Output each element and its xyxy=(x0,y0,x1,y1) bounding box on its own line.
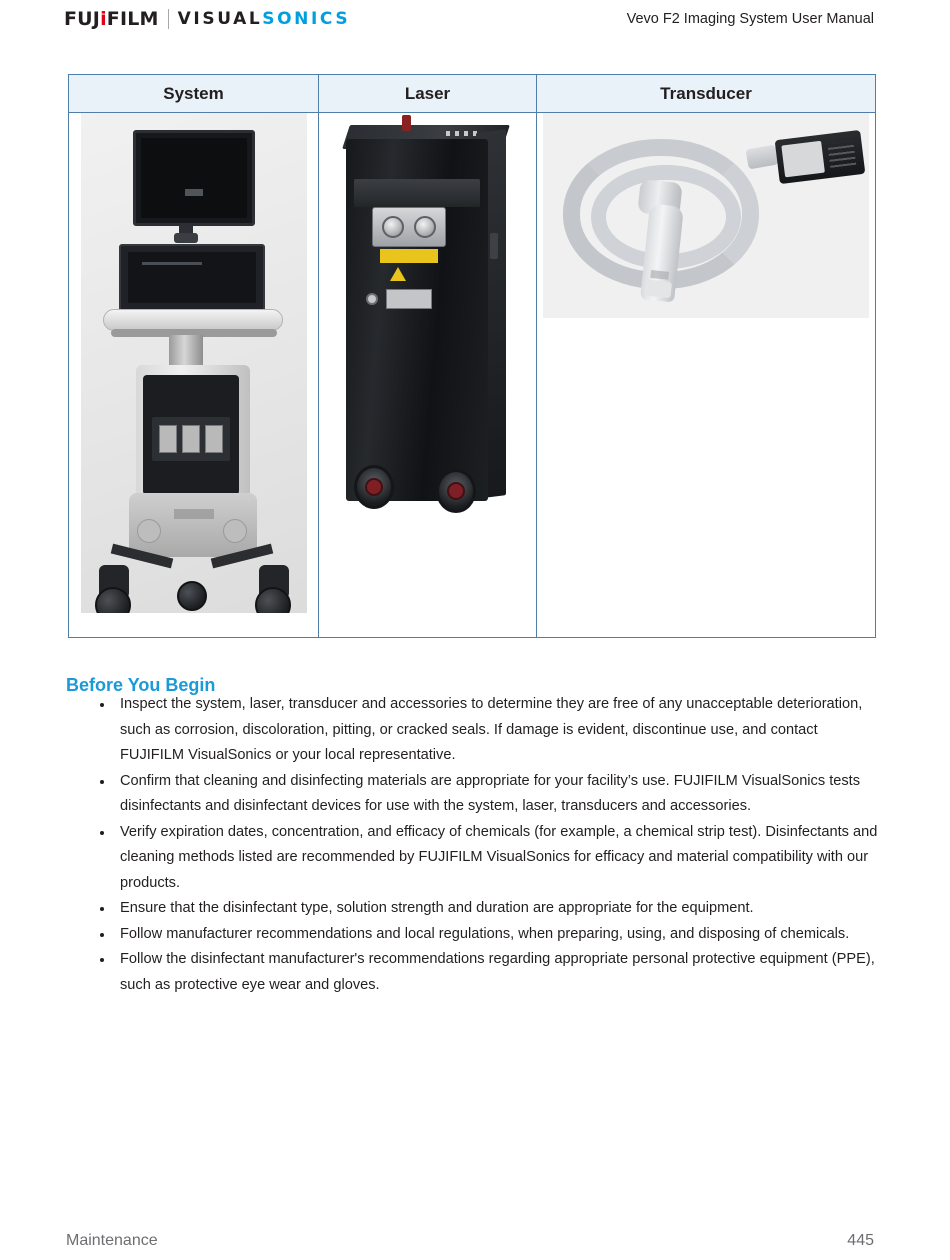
system-monitor xyxy=(133,130,255,226)
equipment-figure-table xyxy=(68,74,876,638)
system-front-panel xyxy=(143,375,239,495)
page-footer xyxy=(66,1232,874,1250)
list-item: Confirm that cleaning and disinfecting materials are appropriate for your facility’s use. FUJIFILM VisualSonics tests disinfectants and disinfectant devices for use with the system, laser, transducers and accessories. xyxy=(66,769,878,820)
list-item: Ensure that the disinfectant type, solution strength and duration are appropriate for the equipment. xyxy=(66,896,878,922)
manual-title: Vevo F2 Imaging System User Manual xyxy=(626,11,874,27)
laser-output-module xyxy=(372,207,446,247)
column-header-transducer: Transducer xyxy=(537,75,876,113)
list-item: Follow the disinfectant manufacturer's recommendations regarding appropriate personal protective equipment (PPE), such as protective eye wear and gloves. xyxy=(66,947,878,998)
footer-chapter-name: Maintenance xyxy=(66,1232,158,1249)
transducer-connector xyxy=(775,130,866,184)
system-wheel-left xyxy=(95,587,131,613)
transducer-connector-pins xyxy=(827,141,856,168)
laser-power-switch xyxy=(366,293,378,305)
system-wheel-center xyxy=(177,581,207,611)
laser-caster-hub-right xyxy=(447,482,465,500)
system-base-label xyxy=(174,509,214,519)
laser-caster-right xyxy=(436,469,476,513)
system-port-2 xyxy=(182,425,200,453)
system-wheel-right xyxy=(255,587,291,613)
transducer-photo xyxy=(543,113,869,318)
logo-divider xyxy=(168,9,169,29)
transducer-scanhead-label xyxy=(650,270,669,280)
system-base-knob-right xyxy=(223,519,247,543)
laser-unit-photo xyxy=(328,113,528,543)
system-port-1 xyxy=(159,425,177,453)
cell-laser-image xyxy=(319,113,537,638)
laser-fiber-port-left xyxy=(382,216,404,238)
table-image-row xyxy=(69,113,876,638)
system-cart-photo xyxy=(81,113,307,613)
table-header-row xyxy=(69,75,876,113)
list-item: Follow manufacturer recommendations and local regulations, when preparing, using, and disposing of chemicals. xyxy=(66,922,878,948)
system-base-knob-left xyxy=(137,519,161,543)
transducer-strain-relief xyxy=(745,145,778,170)
cell-transducer-image xyxy=(537,113,876,638)
footer-page-number: 445 xyxy=(847,1232,874,1249)
cell-system-image xyxy=(69,113,319,638)
laser-key-switch xyxy=(402,115,411,131)
list-item: Verify expiration dates, concentration, and efficacy of chemicals (for example, a chemical strip test). Disinfectants and cleaning methods listed are recommended by FUJIFILM VisualSonics for efficacy and material compatibility with our products. xyxy=(66,820,878,897)
system-monitor-screen xyxy=(141,138,247,218)
system-control-panel-screen xyxy=(128,252,256,303)
laser-caster-hub-left xyxy=(365,478,383,496)
laser-nameplate xyxy=(386,289,432,309)
laser-warning-label xyxy=(380,249,438,263)
list-item: Inspect the system, laser, transducer and accessories to determine they are free of any unacceptable deterioration, such as corrosion, discoloration, pitting, or cracked seals. If damage is evident, discontinue use, and contact FUJIFILM VisualSonics or your local representative. xyxy=(66,692,878,769)
section-heading-before-you-begin: Before You Begin xyxy=(66,674,216,695)
laser-hazard-triangle-icon xyxy=(390,267,406,281)
page-header xyxy=(0,0,950,44)
system-camera-bar xyxy=(174,233,198,243)
logo-sonics-text: SONICS xyxy=(262,9,351,29)
laser-caster-left xyxy=(354,465,394,509)
system-control-panel xyxy=(119,244,265,312)
laser-fiber-port-right xyxy=(414,216,436,238)
before-you-begin-bullet-list xyxy=(66,692,878,998)
fujifilm-visualsonics-logo xyxy=(64,8,350,30)
column-header-system: System xyxy=(69,75,319,113)
logo-visual-text: VISUAL xyxy=(177,9,263,29)
laser-vent xyxy=(490,233,498,259)
column-header-laser: Laser xyxy=(319,75,537,113)
system-port-3 xyxy=(205,425,223,453)
logo-fujifilm-text: FUJiFILM xyxy=(64,8,159,30)
laser-upper-panel xyxy=(354,179,480,207)
transducer-connector-face xyxy=(781,141,825,178)
transducer-lens-tip xyxy=(644,279,672,298)
system-keyboard-tray xyxy=(103,309,283,331)
system-control-panel-logo xyxy=(142,262,202,265)
system-transducer-ports xyxy=(152,417,230,461)
system-monitor-logo xyxy=(185,189,203,196)
